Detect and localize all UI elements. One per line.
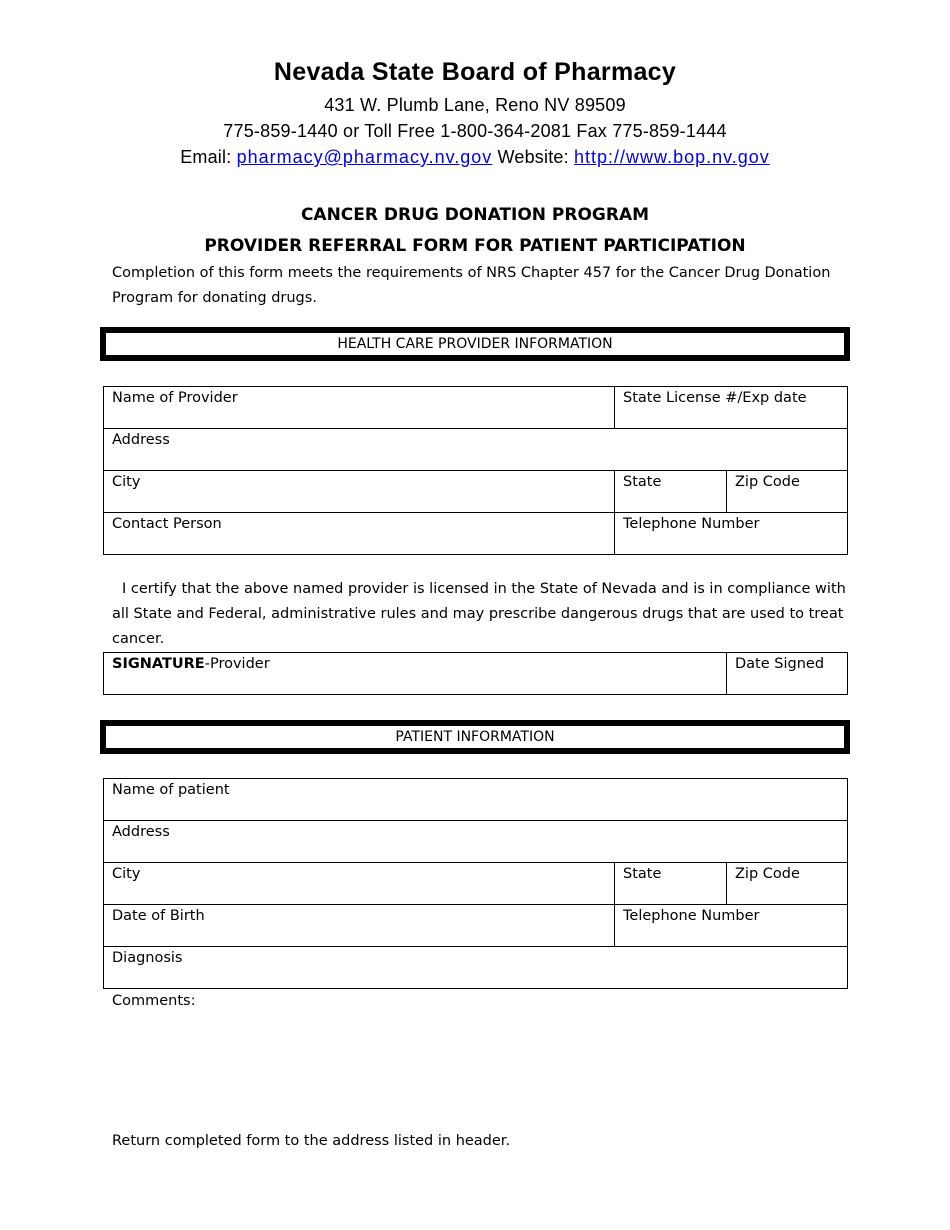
- contact-line: [0, 147, 950, 168]
- intro-text: Completion of this form meets the requirements of NRS Chapter 457 for the Cancer Drug Donation Program for donating drugs.: [112, 265, 831, 306]
- patient-state-field[interactable]: State: [615, 863, 727, 905]
- organization-address: 431 W. Plumb Lane, Reno NV 89509: [324, 95, 626, 115]
- signature-label-bold: SIGNATURE: [112, 656, 205, 672]
- table-row: [104, 863, 848, 905]
- certification-text: I certify that the above named provider is licensed in the State of Nevada and is in compliance with all State and Federal, administrative rules and may prescribe dangerous drugs that are used to treat cancer.: [112, 581, 846, 647]
- website-link[interactable]: http://www.bop.nv.gov: [574, 147, 770, 167]
- signature-label-rest: -Provider: [204, 656, 270, 672]
- program-title: CANCER DRUG DONATION PROGRAM: [300, 205, 650, 225]
- patient-telephone-field[interactable]: Telephone Number: [615, 905, 848, 947]
- patient-city-field[interactable]: City: [104, 863, 615, 905]
- table-row: [104, 429, 848, 471]
- comments-label: Comments:: [112, 993, 196, 1009]
- patient-section-banner: PATIENT INFORMATION: [100, 720, 850, 754]
- provider-telephone-field[interactable]: Telephone Number: [615, 513, 848, 555]
- provider-license-field[interactable]: State License #/Exp date: [615, 387, 848, 429]
- website-label: Website:: [497, 147, 569, 167]
- patient-zip-field[interactable]: Zip Code: [727, 863, 848, 905]
- email-label: Email:: [180, 147, 232, 167]
- provider-contact-field[interactable]: Contact Person: [104, 513, 615, 555]
- organization-name: Nevada State Board of Pharmacy: [273, 58, 677, 86]
- patient-dob-field[interactable]: Date of Birth: [104, 905, 615, 947]
- patient-name-field[interactable]: Name of patient: [104, 779, 848, 821]
- table-row: [104, 821, 848, 863]
- provider-zip-field[interactable]: Zip Code: [727, 471, 848, 513]
- patient-address-field[interactable]: Address: [104, 821, 848, 863]
- provider-signature-field[interactable]: [104, 653, 727, 695]
- email-link[interactable]: pharmacy@pharmacy.nv.gov: [236, 147, 493, 167]
- date-signed-field[interactable]: Date Signed: [727, 653, 848, 695]
- provider-name-field[interactable]: Name of Provider: [104, 387, 615, 429]
- organization-phones: 775-859-1440 or Toll Free 1-800-364-2081 Fax 775-859-1444: [223, 121, 727, 141]
- table-row: [104, 513, 848, 555]
- table-row: [104, 653, 848, 695]
- signature-table: [103, 652, 848, 695]
- table-row: [104, 387, 848, 429]
- table-row: [104, 905, 848, 947]
- table-row: [104, 779, 848, 821]
- provider-info-table: [103, 386, 848, 555]
- provider-state-field[interactable]: State: [615, 471, 727, 513]
- patient-info-table: [103, 778, 848, 989]
- form-title: PROVIDER REFERRAL FORM FOR PATIENT PARTICIPATION: [204, 236, 746, 256]
- provider-address-field[interactable]: Address: [104, 429, 848, 471]
- table-row: [104, 471, 848, 513]
- provider-section-banner: HEALTH CARE PROVIDER INFORMATION: [100, 327, 850, 361]
- return-instructions: Return completed form to the address listed in header.: [112, 1133, 511, 1149]
- provider-city-field[interactable]: City: [104, 471, 615, 513]
- table-row: [104, 947, 848, 989]
- patient-diagnosis-field[interactable]: Diagnosis: [104, 947, 848, 989]
